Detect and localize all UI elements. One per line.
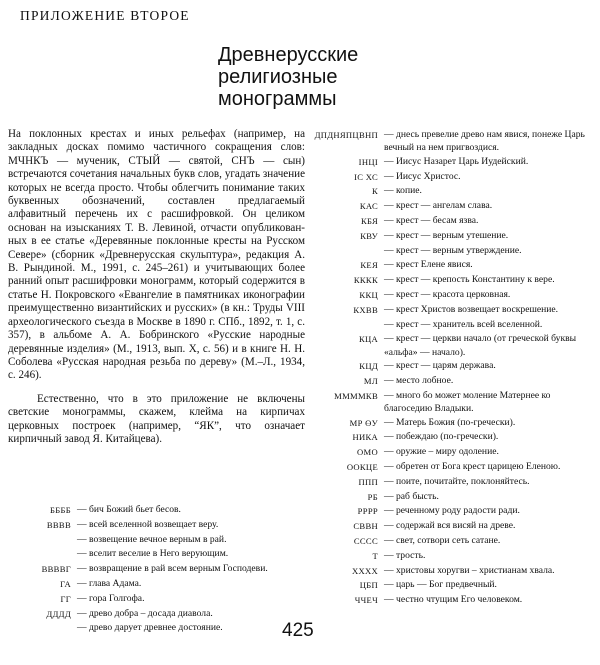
monogram-entry: [312, 578, 598, 593]
monogram-code: ВВВВГ: [41, 564, 71, 575]
monogram-meaning: — царь — Бог предвечный.: [384, 579, 497, 591]
monogram-entry: [312, 303, 598, 318]
monogram-code: ДДДД: [46, 608, 71, 619]
monogram-entry: [312, 430, 598, 445]
page-number: 425: [282, 620, 314, 641]
monogram-code: ГА: [60, 578, 71, 589]
monogram-meaning: — крест — ангелам слава.: [384, 200, 493, 212]
monogram-meaning: — крест — красота церковная.: [384, 288, 511, 300]
monogram-code: ІС ХС: [354, 171, 378, 182]
monogram-entry: [8, 607, 308, 622]
second-paragraph: Естественно, что в это приложение не включены светские монограммы, скажем, клейма на кирпичах церковных построек (например, “ЯК”, что означает кирпичный завод Я. Китайцева).: [8, 392, 305, 445]
monogram-code: ХХХХ: [351, 565, 378, 576]
running-header: ПРИЛОЖЕНИЕ ВТОРОЕ: [20, 8, 190, 23]
monogram-code: Т: [372, 550, 378, 561]
monogram-code: ІНЦІ: [358, 156, 378, 167]
title-line-1: Древнерусские: [218, 44, 359, 66]
monogram-meaning: — христовы хоругви – христианам хвала.: [384, 564, 555, 576]
monogram-entry: [312, 288, 598, 303]
monogram-meaning: — Иисус Христос.: [384, 170, 461, 182]
monogram-meaning: — крест — царям держава.: [384, 360, 496, 372]
monogram-entry: [312, 564, 598, 579]
monogram-meaning: — возвращение в рай всем верным Господеви.: [77, 563, 268, 575]
monogram-meaning: — раб бысть.: [384, 490, 439, 502]
monogram-code: КЦА: [358, 334, 378, 345]
monogram-meaning: — оружие – миру одоление.: [384, 446, 499, 458]
monogram-meaning: — Иисус Назарет Царь Иудейский.: [384, 155, 529, 167]
monogram-code: ОМО: [357, 447, 378, 458]
monogram-meaning: — много бо может моление Матернее ко благоседию Владыки.: [384, 389, 551, 415]
monogram-meaning: — крест — верным утешение.: [384, 229, 509, 241]
monogram-meaning: — крест — хранитель всей вселенной.: [384, 318, 543, 330]
monogram-code: ООКЦЕ: [346, 461, 378, 472]
monogram-meaning: — крест Елене явися.: [384, 259, 473, 271]
monogram-entry: [312, 199, 598, 214]
monogram-meaning: — бич Божий бьет бесов.: [77, 504, 181, 515]
monogram-meaning: — крест — крепость Константину к вере.: [384, 274, 555, 286]
monogram-code: СССС: [353, 535, 378, 546]
monogram-code: ЧЧЕЧ: [354, 595, 378, 606]
monogram-code: КАС: [359, 201, 378, 212]
monogram-code: ККЦ: [359, 289, 378, 300]
monogram-meaning: — побеждаю (по-гречески).: [384, 431, 499, 443]
monogram-entry: [312, 318, 598, 333]
monogram-entry: [8, 518, 308, 533]
monogram-meaning: — поите, почитайте, поклоняйтесь.: [384, 475, 530, 487]
monogram-meaning: — крест Христов возвещает воскрешение.: [384, 303, 559, 315]
monogram-code: РРРР: [357, 506, 378, 517]
monogram-entry: [8, 592, 308, 607]
monogram-entry: [312, 244, 598, 259]
monogram-entry: [312, 155, 598, 170]
monogram-entry: [8, 621, 308, 636]
monogram-meaning: — обретен от Бога крест царицею Еленою.: [384, 460, 561, 472]
monogram-meaning: — реченному роду радости ради.: [384, 505, 520, 517]
right-monogram-list: [312, 128, 598, 608]
monogram-entry: [312, 475, 598, 490]
monogram-code: МЛ: [363, 375, 378, 386]
monogram-meaning: — место лобное.: [384, 374, 454, 386]
monogram-entry: [312, 490, 598, 505]
monogram-entry: [312, 229, 598, 244]
monogram-entry: [8, 533, 308, 548]
page-title: [218, 44, 458, 110]
monogram-meaning: — гора Голгофа.: [77, 592, 145, 604]
monogram-entry: [312, 258, 598, 273]
monogram-entry: [8, 503, 308, 518]
monogram-code: ВВВВ: [46, 519, 71, 530]
monogram-entry: [312, 273, 598, 288]
monogram-meaning: — глава Адама.: [77, 577, 142, 589]
monogram-code: КЕЯ: [360, 260, 378, 271]
monogram-meaning: — трость.: [384, 549, 426, 561]
monogram-entry: [312, 593, 598, 608]
monogram-entry: [312, 416, 598, 431]
monogram-meaning: — честно чтущим Его человеком.: [384, 594, 523, 606]
monogram-code: КХВВ: [353, 304, 378, 315]
monogram-meaning: — всей вселенной возвещает веру.: [77, 518, 219, 530]
monogram-entry: [312, 460, 598, 475]
monogram-entry: [312, 170, 598, 185]
monogram-entry: [312, 534, 598, 549]
monogram-code: КВУ: [360, 230, 378, 241]
monogram-code: НИКА: [352, 432, 378, 443]
title-line-2: религиозные: [218, 66, 338, 88]
monogram-entry: [312, 504, 598, 519]
monogram-entry: [312, 359, 598, 374]
intro-paragraph: На поклонных крестах и иных рельефах (например, на закладных досках помимо частичного сокращения слов: МЧНКЪ — мученик, СТЫЙ — святой, СНЪ — сын) встречаются сочетания начальных букв слов, угадать значение которых не всегда просто. Чтобы облегчить понимание таких буквенных обозначений, составлен предлагаемый алфавитный перечень их с расшифровкой. Он целиком основан на изысканиях Т. В. Левиной, отчасти опубликованных в ее статье «Деревянные поклонные кресты на Русском Севере» (сборник «Древнерусская скульптура», редакция А. В. Рындиной. М., 1991, с. 245–261) и учитывающих более ранний опыт расшифровки монограмм, который содержится в статье Н. Покровского «Евангелие в памятниках иконографии преимущественно византийских и русских» (в кн.: Труды VIII археологического съезда в Москве в 1890 г. СПб., 1892, т. 1, с. 357), в альбоме А. А. Бобринского «Русские народные деревянные изделия» (М., 1913, вып. X, с. 56) и в книге Н. Н. Соболева «Русская народная резьба по дереву» (М.–Л., 1934, с. 246).: [8, 128, 305, 382]
left-monogram-list: [8, 503, 308, 636]
monogram-meaning: — днесь превелие древо нам явися, понеже Царь вечный на нем пригвоздися.: [384, 129, 585, 154]
monogram-meaning: — свет, сотвори сеть сатане.: [384, 534, 501, 546]
monogram-entry: [312, 549, 598, 564]
monogram-code: МР ӨУ: [349, 417, 378, 428]
monogram-code: РБ: [367, 491, 378, 502]
intro-text-column: [8, 128, 305, 446]
title-line-3: монограммы: [218, 88, 337, 110]
monogram-code: КККК: [353, 275, 378, 286]
monogram-entry: [312, 389, 598, 416]
monogram-entry: [8, 577, 308, 592]
monogram-code: К: [371, 186, 378, 197]
monogram-meaning: — вселит веселие в Него верующим.: [77, 548, 229, 560]
monogram-meaning: — возвещение вечное верным в рай.: [77, 533, 227, 545]
monogram-entry: [312, 445, 598, 460]
monogram-code: ДПДНЯПЦВНП: [314, 130, 378, 140]
monogram-meaning: — Матерь Божия (по-гречески).: [384, 416, 516, 428]
monogram-entry: [312, 128, 598, 155]
monogram-code: ППП: [358, 476, 378, 487]
monogram-meaning: — крест — верным утверждение.: [384, 244, 522, 256]
monogram-code: ЦБП: [359, 580, 378, 591]
monogram-code: КЦД: [359, 361, 378, 372]
monogram-code: ГГ: [60, 593, 71, 604]
monogram-entry: [8, 547, 308, 562]
monogram-code: ББББ: [50, 505, 71, 515]
monogram-meaning: — древо добра – досада диавола.: [77, 607, 213, 619]
monogram-meaning: — содержай вся висяй на древе.: [384, 520, 516, 532]
monogram-meaning: — копие.: [384, 185, 422, 197]
monogram-entry: [312, 374, 598, 389]
monogram-meaning: — древо дарует древнее достояние.: [77, 622, 223, 634]
monogram-meaning: — крест — церкви начало (от греческой буквы «альфа» — начало).: [384, 333, 577, 358]
monogram-entry: [312, 184, 598, 199]
monogram-meaning: — крест — бесам язва.: [384, 215, 479, 226]
monogram-entry: [312, 519, 598, 534]
monogram-code: СВВН: [353, 521, 378, 532]
monogram-entry: [312, 214, 598, 229]
monogram-entry: [8, 562, 308, 577]
monogram-code: ММММКВ: [334, 390, 378, 401]
monogram-entry: [312, 332, 598, 359]
monogram-code: КБЯ: [360, 216, 378, 226]
